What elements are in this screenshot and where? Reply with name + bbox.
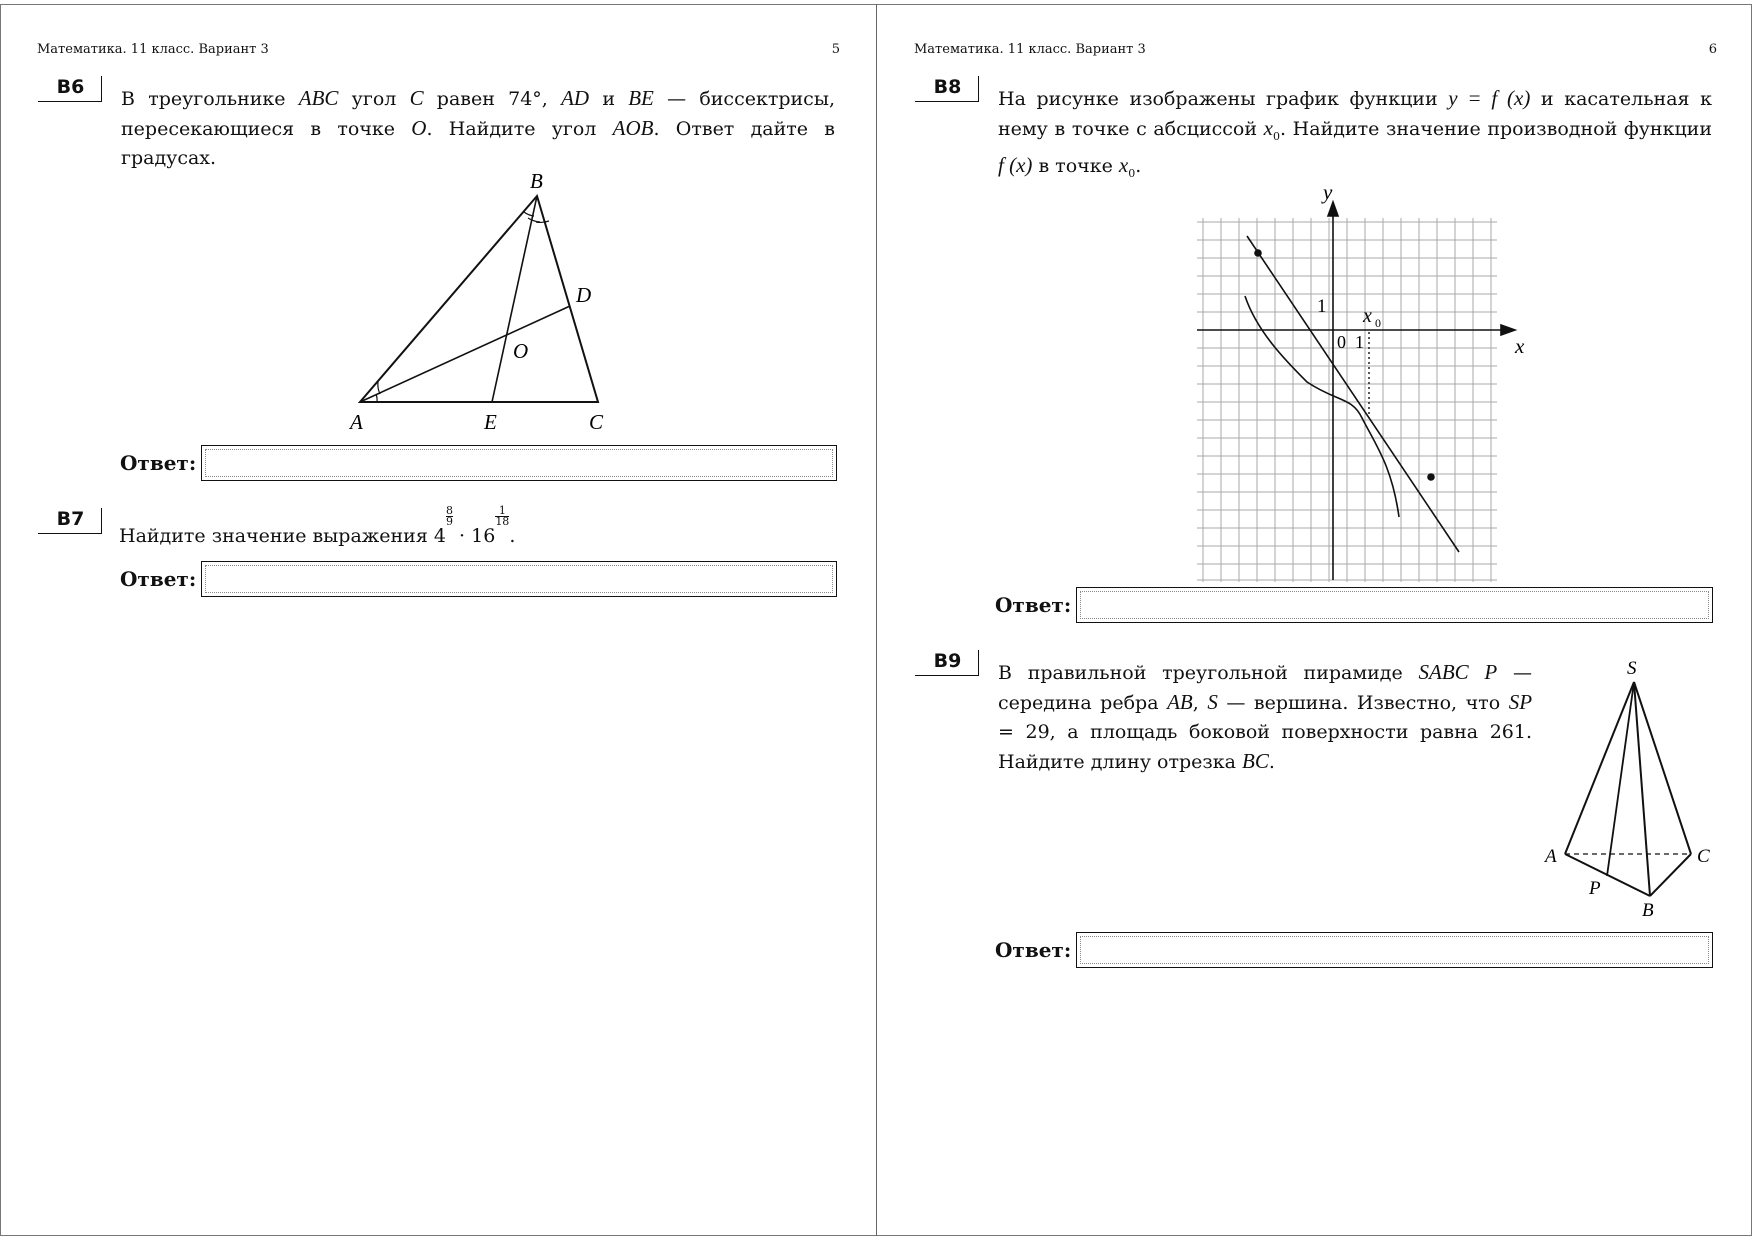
task-text-b9: В правильной треугольной пирамиде SABC P — середина ребра AB, S — вершина. Известно, что SP = 29, а площадь боковой поверхности равна 261. Найдите длину отрезка BC. (998, 660, 1533, 773)
task-text-b8: На рисунке изображены график функции y = f (x) и касательная к нему в точке с абсциссой $x_0$. Найдите значение производной функции f (x) в точке $x_0$. (998, 86, 1712, 180)
task-text-b6: В треугольнике ABC угол C равен 74°, AD и BE — биссектрисы, пересекающиеся в точке O. Найдите угол AOB. Ответ дайте в градусах. (121, 86, 836, 169)
page-right (877, 4, 1753, 1236)
y-unit-label: 1 (1317, 296, 1327, 317)
answer-label-b6: Ответ: (120, 451, 197, 475)
edge-ab (1565, 854, 1650, 896)
vertex-label-o: O (513, 339, 529, 363)
angle-mark-b2 (528, 218, 540, 222)
answer-label-b7: Ответ: (120, 567, 197, 591)
x-axis-label: x (1515, 334, 1525, 358)
answer-label-b8: Ответ: (995, 593, 1072, 617)
answer-field-b8[interactable] (1076, 587, 1713, 623)
y-axis-label: y (1323, 182, 1333, 204)
pyramid-label-p: P (1589, 878, 1601, 899)
page-number: 6 (1708, 42, 1717, 57)
x-unit-label: 1 (1355, 332, 1364, 352)
segment-sp (1607, 682, 1634, 876)
task-label-b8: B8 (915, 76, 979, 102)
triangle-abc (360, 196, 598, 402)
vertex-label-c: C (589, 410, 604, 434)
task-label-b7: B7 (38, 508, 102, 534)
answer-label-b9: Ответ: (995, 938, 1072, 962)
pyramid-label-b: B (1642, 900, 1654, 921)
tangent-line (1247, 236, 1459, 552)
task-label-b6: B6 (38, 76, 102, 102)
vertex-label-e: E (484, 410, 497, 434)
page-number: 5 (831, 42, 840, 57)
page-header-title: Математика. 11 класс. Вариант 3 (37, 42, 269, 57)
answer-field-b7[interactable] (201, 561, 837, 597)
edge-sa (1565, 682, 1634, 854)
tangent-point-1 (1254, 249, 1262, 257)
pyramid-label-c: C (1697, 846, 1710, 867)
task-text-b7: Найдите значение выражения 4 $\frac{8}{9}$ · 16 $\frac{1}{18}$ . (119, 504, 516, 547)
edge-sc (1634, 682, 1691, 854)
function-graph-axes (1197, 182, 1527, 582)
pyramid-figure (1537, 652, 1727, 922)
graph-grid-full (1203, 218, 1491, 582)
task-label-b9: B9 (915, 650, 979, 676)
x0-sub-label: 0 (1375, 316, 1381, 330)
vertex-label-d: D (576, 283, 592, 307)
pyramid-label-a: A (1545, 846, 1557, 867)
triangle-figure (330, 164, 620, 439)
vertex-label-a: A (350, 410, 363, 434)
pyramid-label-s: S (1627, 658, 1637, 679)
vertex-label-b: B (530, 169, 543, 193)
angle-mark-a2 (376, 394, 377, 402)
x0-label: x (1363, 305, 1372, 327)
edge-bc (1650, 854, 1691, 896)
page-left (0, 4, 876, 1236)
tangent-point-2 (1427, 473, 1435, 481)
angle-mark-a (378, 382, 380, 394)
edge-sb (1634, 682, 1650, 896)
bisector-ad (360, 306, 570, 402)
answer-field-b9[interactable] (1076, 932, 1713, 968)
origin-label: 0 (1337, 332, 1346, 352)
answer-field-b6[interactable] (201, 445, 837, 481)
bisector-be (492, 196, 537, 402)
page-header-title: Математика. 11 класс. Вариант 3 (914, 42, 1146, 57)
